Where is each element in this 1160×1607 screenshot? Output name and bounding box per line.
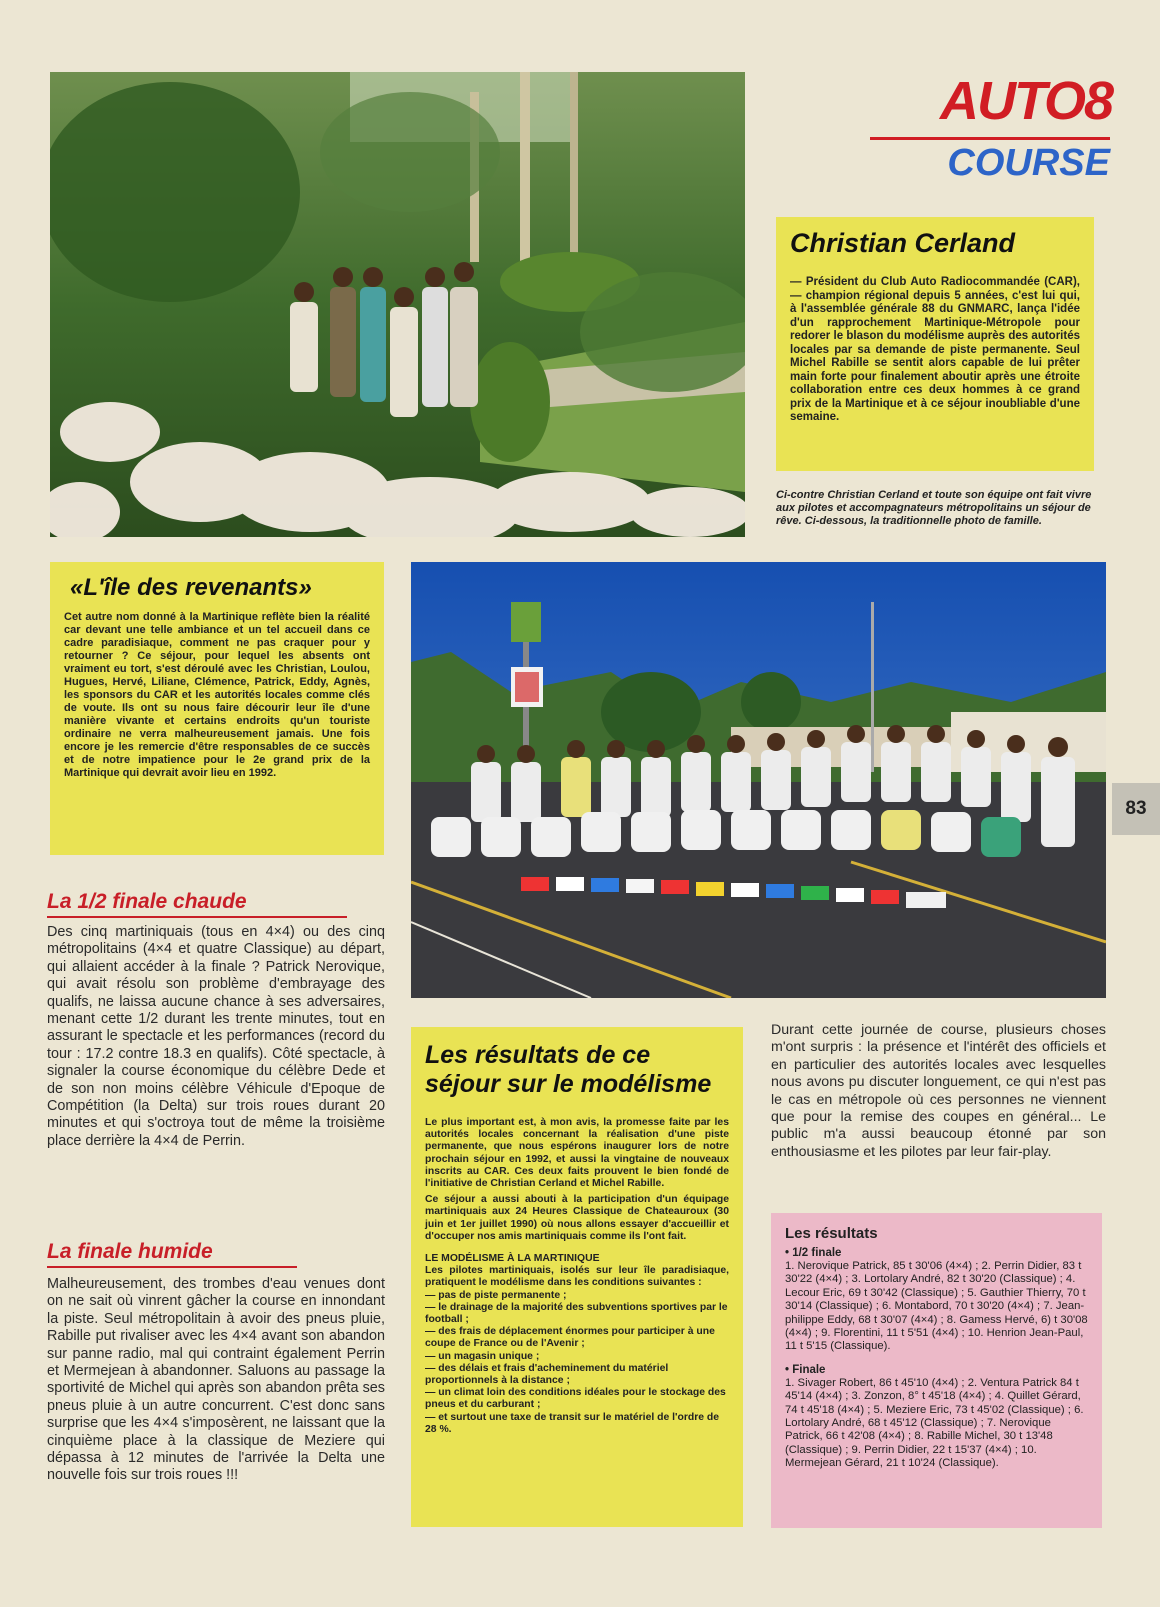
team-family-photo	[411, 562, 1106, 998]
finale-results: 1. Sivager Robert, 86 t 45'10 (4×4) ; 2. Ventura Patrick 84 t 45'14 (4×4) ; 3. Zonzon, 8° t 45'18 (4×4) ; 4. Quillet Gérard, 74 t 45'18 (4×4) ; 5. Meziere Eric, 73 t 45'02 (Classique) ; 6. Lortolary André, 68 t 45'12 (Classique) ; 7. Nerovique Patrick, 66 t 42'08 (4×4) ; 8. Rabille Michel, 30 t 13'48 (Classique) ; 9. Perrin Didier, 22 t 15'37 (4×4) ; 10. Mermejean Gérard, 21 t 10'24 (Classique).	[785, 1376, 1084, 1470]
demi-finale-text: Des cinq martiniquais (tous en 4×4) ou des cinq métropolitains (4×4 et quatre Classique) au départ, qui allaient accéder à la finale ? Patrick Nerovique, qui avait résolu son problème d'embrayage des qualifs, ne laissa aucune chance à ses adversaires, menant cette 1/2 durant les trente minutes, tout en assurant le spectacle et les performances (record du tour : 17.2 contre 18.3 en qualifs). Côté spectacle, à signaler la course économique du célèbre Dede et de son non moins célèbre Véhicule d'Epoque de Compétition (la Delta) sur trois roues durant 20 minutes et qui s'octroya tout de même la troisième place derrière la 4×4 de Perrin.	[47, 924, 385, 1149]
resultats-sejour-p2: Ce séjour a aussi abouti à la participation d'un équipage martiniquais aux 24 Heures Classique de Chateauroux (30 juin et 1er juillet 1990) où nous allons essayer d'accueillir et d'occuper nos amis martiniquais comme ils l'ont fait.	[425, 1194, 729, 1242]
finale-label: • Finale	[785, 1363, 826, 1376]
list-item: — le drainage de la majorité des subventions sportives par le football ;	[425, 1301, 728, 1326]
demi-finale-results: 1. Nerovique Patrick, 85 t 30'06 (4×4) ; 2. Perrin Didier, 83 t 30'22 (4×4) ; 3. Lortolary André, 82 t 30'20 (Classique) ; 4. Lecour Eric, 69 t 30'42 (Classique) ; 5. Gauthier Thierry, 70 t 30'14 (Classique) ; 6. Montabord, 70 t 30'20 (4×4) ; 7. Jean-philippe Eddy, 68 t 30'07 (4×4) ; 8. Gamess Hervé, 6) t 30'08 (4×4) ; 9. Florentini, 11 t 5'51 (4×4) ; 10. Henrion Jean-Paul, 11 t 5'15 (Classique).	[785, 1260, 1088, 1353]
conditions-list	[425, 1290, 729, 1436]
auto8-logo: AUTO8	[939, 71, 1112, 131]
team-photo-illustration	[411, 562, 1106, 998]
resultats-box	[771, 1213, 1102, 1528]
page-number: 83	[1112, 783, 1160, 835]
list-item: — des délais et frais d'acheminement du matériel proportionnels à la distance ;	[425, 1362, 669, 1387]
journee-text: Durant cette journée de course, plusieurs choses m'ont surpris : la présence et l'intérêt des officiels et en particulier des autorités locales avec lesquelles nous avons pu discuter longuement, ce qui n'est pas le cas en métropole où ces personnes ne viennent que pour la remise des coupes en général... Le public m'a aussi beaucoup étonné par son enthousiasme et les pilotes par leur fair-play.	[771, 1022, 1106, 1160]
modelisme-subhead: LE MODÉLISME À LA MARTINIQUE	[425, 1253, 600, 1265]
revenants-box	[50, 562, 384, 855]
cerland-title: Christian Cerland	[790, 228, 1016, 258]
revenants-title: «L'île des revenants»	[70, 574, 312, 601]
list-item: — pas de piste permanente ;	[425, 1289, 567, 1301]
finale-humide-heading: La finale humide	[47, 1240, 297, 1268]
photo-caption: Ci-contre Christian Cerland et toute son équipe ont fait vivre aux pilotes et accompagnateurs métropolitains un séjour de rêve. Ci-dessous, la traditionnelle photo de famille.	[776, 489, 1092, 527]
list-item: — des frais de déplacement énormes pour participer à une coupe de France ou de l'Avenir ;	[425, 1326, 715, 1350]
resultats-sejour-box	[411, 1027, 743, 1527]
garden-photo-illustration	[50, 72, 745, 537]
revenants-text: Cet autre nom donné à la Martinique reflète bien la réalité car devant une telle ambiance et un tel accueil dans ce cadre paradisiaque, comment ne pas craquer pour y retourner ? Ce séjour, pour lequel les absents ont vraiment eu tort, s'est déroulé avec les Christian, Loulou, Hugues, Hervé, Liliane, Clémence, Patrick, Eddy, Agnès, les sponsors du CAR et les autorités locales comme clés de voute. Ils ont su nous faire décourir leur île d'une manière vivante et certains endroits qu'un touriste ordinaire ne verra malheureusement jamais. Une fois encore je les remercie d'être responsables de ce succès et de notre impatience pour le 2e grand prix de la Martinique qui devrait avoir lieu en 1992.	[64, 611, 370, 779]
resultats-title: Les résultats	[785, 1225, 878, 1242]
list-item: — un magasin unique ;	[425, 1350, 540, 1362]
logo-divider	[870, 137, 1110, 140]
resultats-sejour-p1: Le plus important est, à mon avis, la promesse faite par les autorités locales concernant la réalisation d'une piste permanente, que nous espérons inaugurer lors de notre prochain séjour en 1992, et aussi la vingtaine de nouveaux inscrits au CAR. Ces deux faits prouvent le bien fondé de l'initiative de Christian Cerland et Michel Rabille.	[425, 1117, 729, 1190]
list-item: — un climat loin des conditions idéales pour le stockage des pneus et du carburant ;	[425, 1387, 726, 1411]
cerland-box	[776, 217, 1094, 471]
cerland-text: — Président du Club Auto Radiocommandée (CAR), — champion régional depuis 5 années, c'est lui qui, à l'assemblée générale 88 du GNMARC, lança l'idée d'un rapprochement Martinique-Métropole pour redorer le blason du modélisme auprès des autorités locales par sa demande de piste permanente. Seul Michel Rabille se sentit alors capable de lui prêter main forte pour finalement aboutir après une étroite collaboration entre ces deux hommes à ce grand prix de la Martinique et à ce séjour inoubliable d'une semaine.	[790, 276, 1080, 423]
demi-finale-label: • 1/2 finale	[785, 1247, 842, 1259]
list-item: — et surtout une taxe de transit sur le matériel de l'ordre de 28 %.	[425, 1411, 720, 1435]
journee-section	[771, 1022, 1106, 1161]
resultats-sejour-title: Les résultats de ce séjour sur le modélisme	[425, 1041, 712, 1098]
finale-humide-section	[47, 1240, 385, 1485]
demi-finale-section	[47, 890, 385, 1150]
resultats-sejour-p3: Les pilotes martiniquais, isolés sur leur île paradisiaque, pratiquent le modélisme dans les conditions suivantes :	[425, 1265, 729, 1289]
garden-group-photo	[50, 72, 745, 537]
demi-finale-heading: La 1/2 finale chaude	[47, 890, 347, 918]
course-logo-text: COURSE	[947, 142, 1110, 184]
finale-humide-text: Malheureusement, des trombes d'eau venues dont on ne sait où vinrent gâcher la course en innondant la piste. Seul métropolitain à avoir des pneus pluie, Rabille put rivaliser avec les 4×4 avant son abandon sur panne radio, mal qui contraint également Perrin et Mermejean à abandonner. Saluons au passage la sportivité de Michel qui après son abandon prêta ses pneus pluie à un autre concurrent. C'est donc sans surprise que les 4×4 s'imposèrent, ne laissant que la cinquième place à la classique de Meziere qui dépassa à 12 minutes de l'arrivée la Delta une nouvelle fois sur trois roues !!!	[47, 1276, 385, 1484]
